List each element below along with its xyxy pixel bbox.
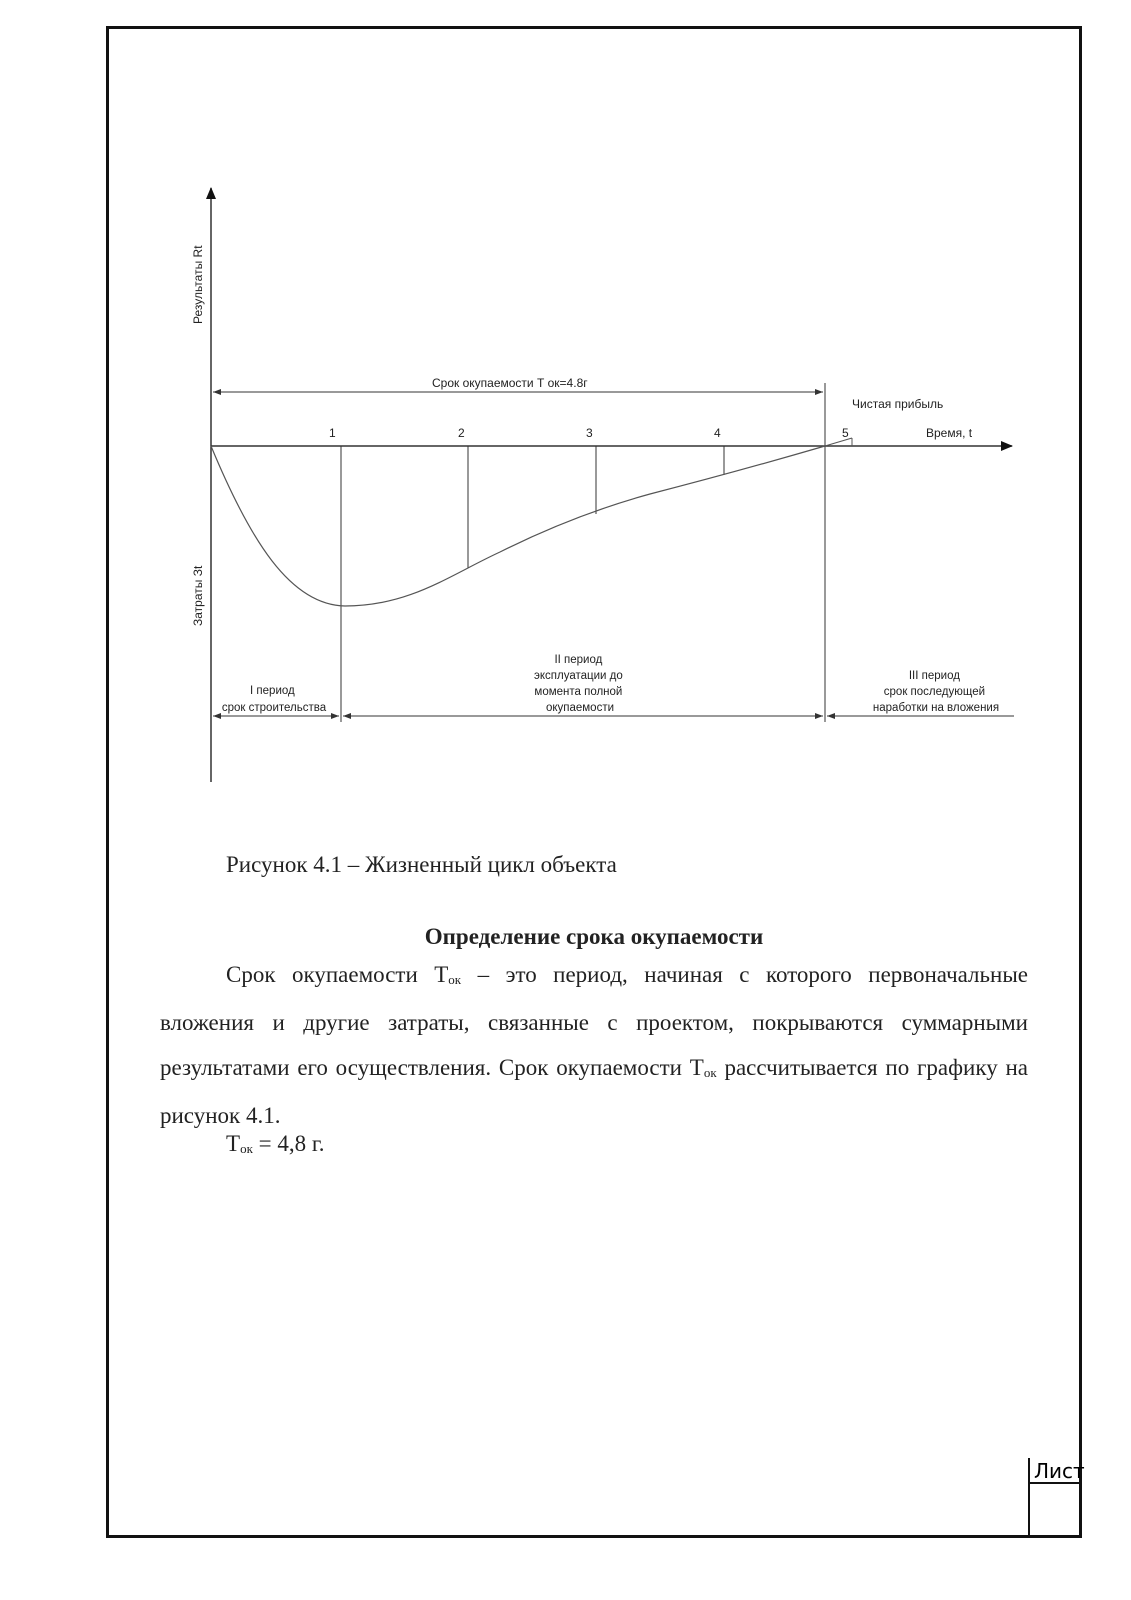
period3-label: III период срок последующей наработки на вложения bbox=[872, 670, 1000, 714]
tick-label: 5 bbox=[842, 426, 849, 440]
sheet-label: Лист bbox=[1030, 1458, 1082, 1484]
x-label-time: Время, t bbox=[926, 426, 973, 440]
sheet-number-box bbox=[1028, 1458, 1085, 1538]
para-text: – это период, начиная с которого первоначальные вложения и другие затраты, связанные с проектом, покрываются суммарными результатами его осуществления. Срок окупаемости Т bbox=[160, 962, 1028, 1080]
payback-label: Срок окупаемости Т ок=4.8г bbox=[432, 376, 588, 390]
y-label-costs: Затраты Зt bbox=[191, 565, 205, 626]
net-profit-curve bbox=[825, 438, 852, 446]
result-value: = 4,8 г. bbox=[252, 1131, 325, 1156]
para-text: Срок окупаемости Т bbox=[226, 962, 449, 987]
subscript: ок bbox=[703, 1065, 717, 1080]
tick-label: 3 bbox=[586, 426, 593, 440]
subscript: ок bbox=[240, 1141, 253, 1156]
tick-label: 2 bbox=[458, 426, 465, 440]
body-paragraph bbox=[160, 952, 1028, 1138]
period2-label: II период эксплуатации до момента полной окупаемости bbox=[534, 654, 623, 714]
net-profit-label: Чистая прибыль bbox=[852, 397, 944, 411]
section-heading: Определение срока окупаемости bbox=[424, 924, 764, 949]
subscript: ок bbox=[448, 972, 462, 987]
tick-label: 4 bbox=[714, 426, 721, 440]
tick-label: 1 bbox=[329, 426, 336, 440]
life-cycle-figure bbox=[180, 180, 1020, 790]
payback-result bbox=[226, 1131, 324, 1157]
cash-flow-curve bbox=[211, 446, 825, 606]
para-text: рассчитывается по графику на рисунок 4.1. bbox=[160, 1055, 1029, 1128]
y-label-results: Результаты Rt bbox=[191, 245, 205, 324]
result-symbol: Т bbox=[226, 1131, 241, 1156]
period1-label: I период срок строительства bbox=[221, 685, 327, 714]
figure-caption: Рисунок 4.1 – Жизненный цикл объекта bbox=[226, 852, 617, 877]
